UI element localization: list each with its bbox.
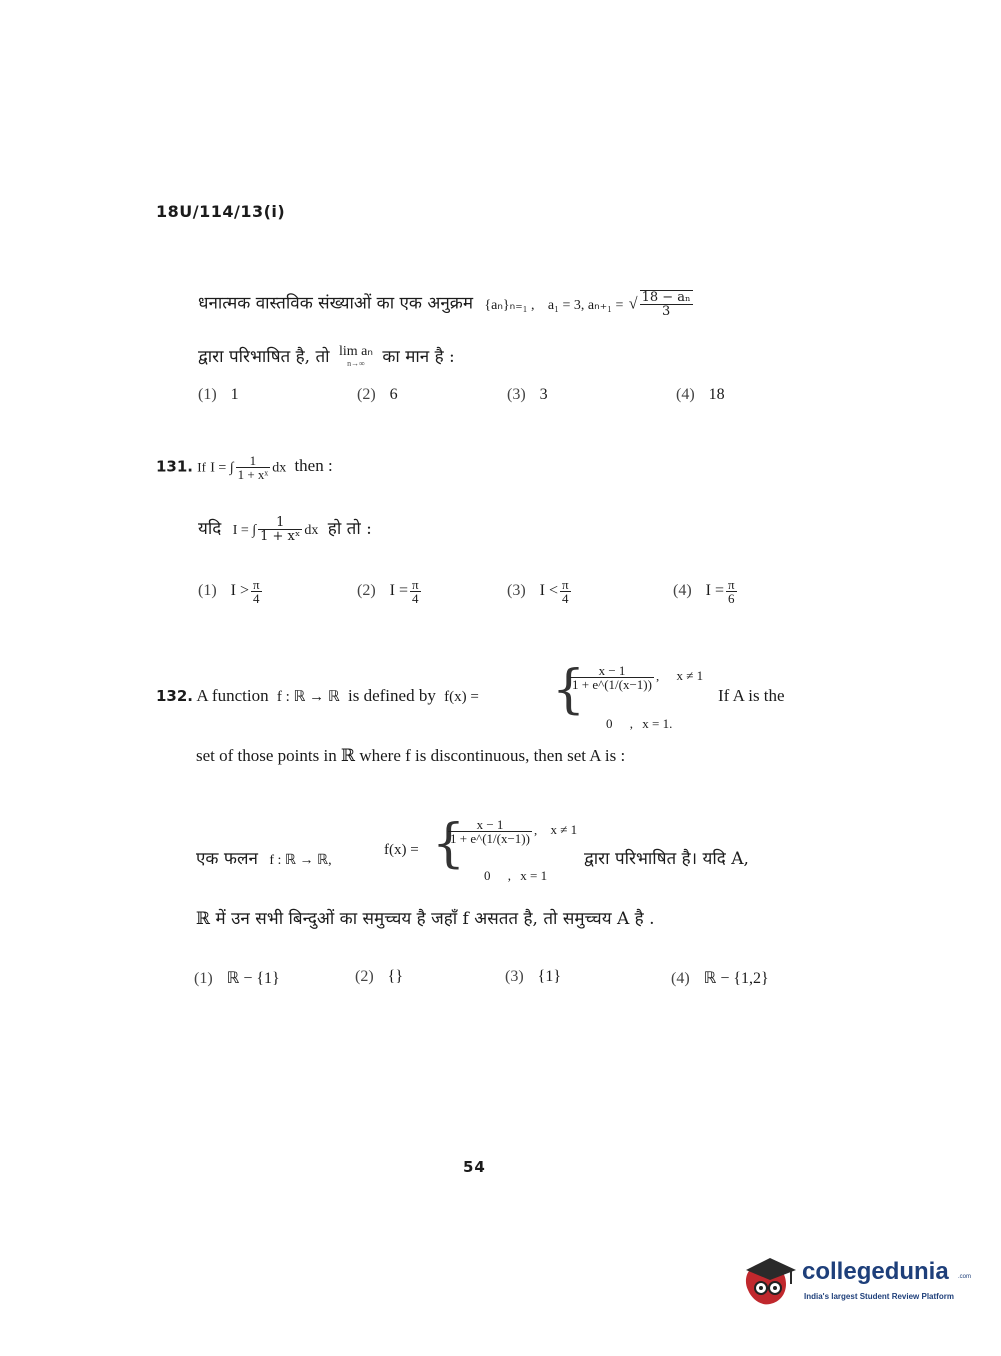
q132-hi-case2-cond: x = 1	[520, 868, 548, 883]
q131-option-4[interactable]	[673, 578, 739, 605]
q131-fraction	[236, 454, 271, 481]
q132-fx: f(x) =	[444, 689, 479, 705]
option-value: ℝ − {1,2}	[703, 970, 769, 987]
option-den: 6	[728, 591, 735, 606]
q131-hi-dx: dx	[304, 523, 319, 538]
q130-rad-num: 18 − aₙ	[641, 290, 691, 305]
option-number: (4)	[673, 582, 692, 600]
page-number: 54	[463, 1158, 486, 1176]
q130-line2	[198, 344, 455, 370]
option-number: (2)	[355, 968, 374, 985]
q131-option-3[interactable]	[507, 578, 573, 605]
q130-rad-den: 3	[661, 304, 671, 319]
option-number: (1)	[198, 386, 217, 403]
logo-suffix: .com	[958, 1274, 972, 1280]
option-number: (1)	[198, 582, 217, 600]
q132-en-b: is defined by	[348, 686, 436, 705]
q132-en-c: If A is the	[718, 686, 785, 705]
logo-name: collegedunia	[802, 1258, 949, 1285]
q132-hi-fx: f(x) =	[384, 842, 419, 858]
q132-english-line1	[156, 686, 479, 706]
option-number: (3)	[505, 968, 524, 985]
q130-line2a: द्वारा परिभाषित है, तो	[198, 347, 330, 367]
q132-hi-case1-cond: x ≠ 1	[550, 822, 578, 838]
q132-case1-den: 1 + e^(1/(x−1))	[572, 677, 652, 692]
collegedunia-logo[interactable]	[740, 1248, 970, 1318]
q131-hi-frac-num: 1	[258, 516, 302, 530]
q130-lim-sub: n→∞	[347, 358, 365, 368]
option-num: π	[412, 577, 419, 592]
q130-radical	[640, 290, 693, 318]
q132-case2-cond: x = 1.	[642, 716, 673, 731]
q132-hindi-line2: ℝ में उन सभी बिन्दुओं का समुच्चय है जहाँ f असतत है, तो समुच्चय A है .	[196, 909, 655, 929]
option-value: 6	[389, 386, 398, 403]
q132-option-1[interactable]	[194, 968, 280, 988]
q131-frac-num: 1	[236, 454, 271, 468]
option-number: (4)	[671, 970, 690, 987]
q131-integral: I = ∫	[210, 460, 234, 476]
q131-option-2[interactable]	[357, 578, 423, 605]
q132-case1-frac	[570, 664, 654, 691]
q131-hindi	[198, 516, 372, 543]
q130-line1	[198, 290, 695, 318]
left-brace-icon: {	[552, 660, 586, 720]
q131-hi-frac-den: 1 + xˣ	[260, 529, 301, 544]
q131-option-1[interactable]	[198, 578, 264, 605]
q131-frac-den: 1 + xˣ	[237, 467, 269, 482]
sqrt-icon: √	[628, 295, 638, 313]
q130-line1-text: धनात्मक वास्तविक संख्याओं का एक अनुक्रम	[198, 293, 474, 314]
q132-hindi-line1	[196, 846, 332, 869]
q132-english-line2: set of those points in ℝ where f is discontinuous, then set A is :	[196, 746, 626, 765]
q132-hi-b: द्वारा परिभाषित है। यदि A,	[584, 849, 749, 869]
option-lhs: I >	[230, 582, 250, 600]
q131-if: If	[197, 459, 206, 475]
option-num: π	[562, 577, 569, 592]
option-lhs: I =	[389, 582, 409, 600]
option-number: (2)	[357, 582, 376, 600]
option-num: π	[253, 577, 260, 592]
option-value: 3	[539, 386, 548, 403]
paper-code: 18U/114/13(i)	[156, 202, 286, 221]
q132-number: 132.	[156, 687, 194, 705]
option-fraction	[251, 578, 262, 605]
q131-then: then :	[294, 456, 333, 476]
q130-option-4[interactable]	[676, 386, 725, 404]
option-den: 4	[412, 591, 419, 606]
q132-hi-a: एक फलन	[196, 849, 258, 869]
q132-hi-case1: $\frac{x - 1}{1 + e\^{}(1/(x-1))}$ , x ≠ 1	[450, 817, 578, 846]
q132-hi-case2: 0 , x = 1	[484, 868, 548, 883]
option-fraction	[726, 578, 737, 605]
option-number: (2)	[357, 386, 376, 403]
option-den: 4	[562, 591, 569, 606]
option-fraction	[560, 578, 571, 605]
q131-dx: dx	[272, 460, 287, 476]
q130-option-1[interactable]	[198, 386, 239, 404]
q132-option-2[interactable]	[355, 968, 403, 986]
q132-case1-cond: x ≠ 1	[676, 668, 704, 684]
mascot-icon	[740, 1248, 798, 1312]
q130-limit	[338, 343, 373, 370]
q132-hi-case1-num: x − 1	[448, 818, 532, 832]
q132-fmap: f : ℝ → ℝ	[276, 689, 340, 705]
q130-option-2[interactable]	[357, 386, 398, 404]
option-fraction	[410, 578, 421, 605]
option-number: (3)	[507, 386, 526, 403]
option-lhs: I <	[539, 582, 559, 600]
q131-hi-yadi: यदि	[198, 519, 222, 539]
q130-sequence: {aₙ}ₙ₌₁ ,	[484, 297, 535, 313]
q131-hi-fraction	[258, 516, 302, 543]
option-number: (3)	[507, 582, 526, 600]
left-brace-icon-hindi: {	[432, 814, 466, 874]
q132-hi-case1-frac	[448, 818, 532, 845]
option-num: π	[728, 577, 735, 592]
q131-hi-post: हो तो :	[327, 519, 372, 539]
q132-en-a: A function	[196, 686, 269, 705]
q132-option-3[interactable]	[505, 968, 561, 986]
q132-hi-case2-val: 0	[484, 868, 491, 883]
option-number: (4)	[676, 386, 695, 403]
option-value: 18	[708, 386, 725, 403]
q132-hi-case1-den: 1 + e^(1/(x−1))	[450, 831, 530, 846]
q132-hi-fmap: f : ℝ → ℝ,	[269, 853, 332, 868]
option-value: ℝ − {1}	[226, 970, 280, 987]
q132-case1: $\frac{x - 1}{1 + e\^{}(1/(x-1))}$ , x ≠ 1	[572, 663, 704, 692]
q131-hi-integral: I = ∫	[232, 523, 257, 538]
q130-lim: lim aₙ	[338, 343, 373, 359]
q130-line2b: का मान है :	[382, 347, 455, 367]
q132-case1-num: x − 1	[570, 664, 654, 678]
q132-case2: 0 , x = 1.	[606, 716, 673, 731]
option-value: 1	[230, 386, 239, 403]
q132-option-4[interactable]	[671, 968, 769, 988]
option-value: {}	[387, 968, 404, 985]
q132-case2-val: 0	[606, 716, 613, 731]
logo-tagline: India's largest Student Review Platform	[804, 1292, 954, 1301]
q131-number: 131.	[156, 457, 194, 476]
q130-option-3[interactable]	[507, 386, 548, 404]
q130-recurrence: a₁ = 3, aₙ₊₁ =	[547, 297, 624, 313]
q131-english	[156, 454, 333, 481]
option-number: (1)	[194, 970, 213, 987]
option-den: 4	[253, 591, 260, 606]
option-value: {1}	[537, 968, 562, 985]
option-lhs: I =	[705, 582, 725, 600]
